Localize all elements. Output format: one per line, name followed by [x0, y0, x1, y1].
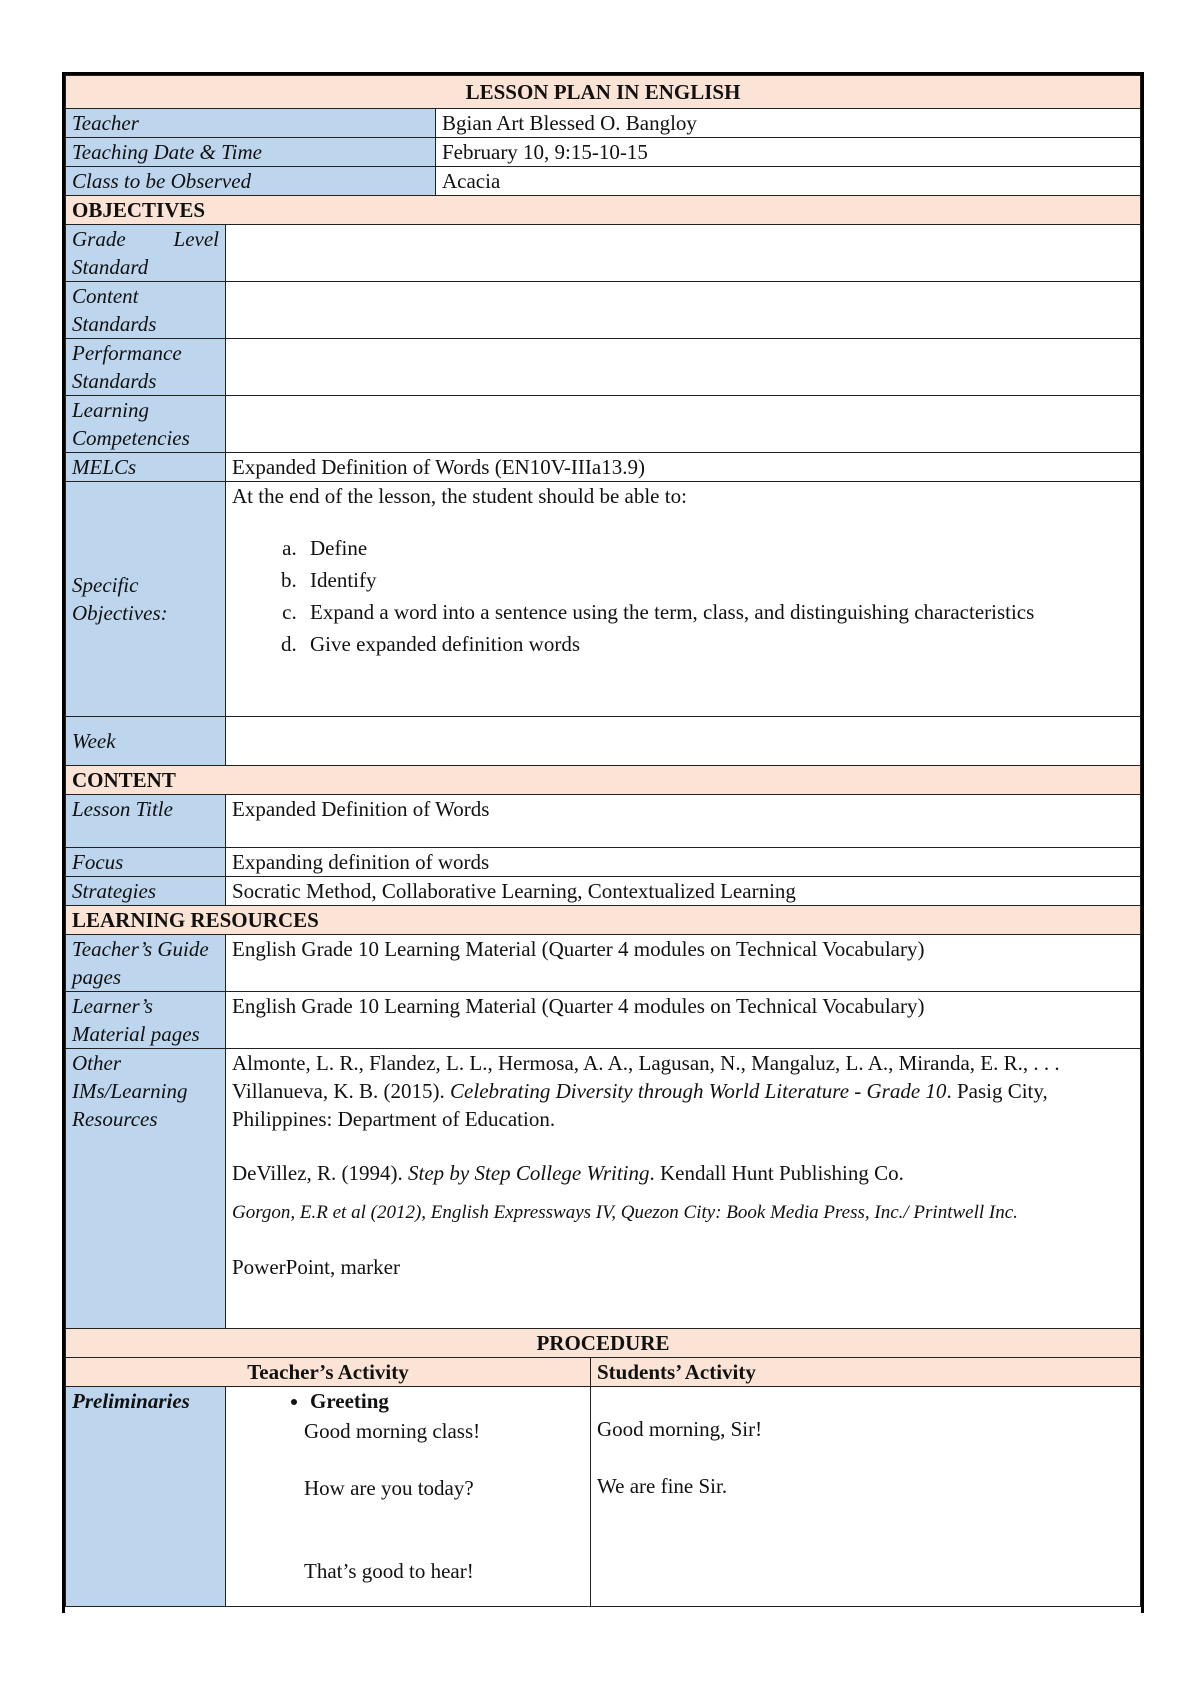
reference-materials: PowerPoint, marker	[232, 1255, 400, 1279]
reference-text: Almonte, L. R., Flandez, L. L., Hermosa, A. A., Lagusan, N., Mangaluz, L. A., Miranda, E. R., . . . Villanueva, K. B. (2015).	[232, 1051, 1060, 1103]
greeting-heading: • Greeting	[310, 1387, 584, 1415]
teacher-line: That’s good to hear!	[304, 1559, 474, 1583]
teacher-line: Good morning class!	[304, 1419, 481, 1443]
reference-text: DeVillez, R. (1994).	[232, 1161, 409, 1185]
performance-standards-value	[226, 339, 1141, 396]
teacher-lines	[232, 1417, 584, 1585]
student-line: We are fine Sir.	[597, 1474, 728, 1498]
teacher-line: How are you today?	[304, 1476, 474, 1500]
reference-title: Celebrating Diversity through World Literature - Grade 10	[450, 1079, 947, 1103]
week-label: Week	[66, 717, 226, 766]
content-standards-value	[226, 282, 1141, 339]
objective-item: c. Expand a word into a sentence using the term, class, and distinguishing characteristics	[302, 596, 1134, 628]
lesson-plan-document	[62, 72, 1144, 1613]
strategies-label: Strategies	[66, 877, 226, 906]
performance-standards-label: Performance Standards	[66, 339, 226, 396]
objective-item: a. Define	[302, 532, 1134, 564]
lesson-plan-table	[65, 75, 1141, 1607]
document-title: LESSON PLAN IN ENGLISH	[66, 76, 1141, 109]
specific-objectives-label: Specific Objectives:	[66, 482, 226, 717]
teachers-guide-label: Teacher’s Guide pages	[66, 935, 226, 992]
class-value: Acacia	[436, 167, 1141, 196]
other-resources-value	[226, 1049, 1141, 1329]
reference-gorgon: Gorgon, E.R et al (2012), English Expressways IV, Quezon City: Book Media Press, Inc./ Printwell Inc.	[232, 1202, 1018, 1223]
week-value	[226, 717, 1141, 766]
melcs-label: MELCs	[66, 453, 226, 482]
focus-label: Focus	[66, 848, 226, 877]
teacher-label: Teacher	[66, 109, 436, 138]
content-standards-label: Content Standards	[66, 282, 226, 339]
lesson-title-value: Expanded Definition of Words	[226, 795, 1141, 848]
teachers-guide-value: English Grade 10 Learning Material (Quarter 4 modules on Technical Vocabulary)	[226, 935, 1141, 992]
teacher-activity-cell	[226, 1387, 591, 1607]
specific-objectives-value	[226, 482, 1141, 717]
grade-level-standard-label: Grade Level Standard	[66, 225, 226, 282]
objective-item: d. Give expanded definition words	[302, 628, 1134, 660]
reference-text: . Pasig City, Philippines: Department of Education.	[232, 1079, 1048, 1131]
other-resources-label: Other IMs/Learning Resources	[66, 1049, 226, 1329]
greeting-list	[232, 1387, 584, 1415]
objectives-header: OBJECTIVES	[66, 196, 1141, 225]
learners-material-value: English Grade 10 Learning Material (Quarter 4 modules on Technical Vocabulary)	[226, 992, 1141, 1049]
lesson-title-label: Lesson Title	[66, 795, 226, 848]
student-activity-cell	[591, 1387, 1141, 1607]
specific-objectives-intro: At the end of the lesson, the student should be able to:	[232, 484, 687, 508]
reference-almonte	[232, 1049, 1134, 1133]
learning-competencies-value	[226, 396, 1141, 453]
reference-title: Step by Step College Writing	[408, 1161, 650, 1185]
strategies-value: Socratic Method, Collaborative Learning, Contextualized Learning	[226, 877, 1141, 906]
learning-competencies-label: Learning Competencies	[66, 396, 226, 453]
focus-value: Expanding definition of words	[226, 848, 1141, 877]
date-time-label: Teaching Date & Time	[66, 138, 436, 167]
reference-text: . Kendall Hunt Publishing Co.	[649, 1161, 904, 1185]
date-time-value: February 10, 9:15-10-15	[436, 138, 1141, 167]
student-line: Good morning, Sir!	[597, 1417, 763, 1441]
content-header: CONTENT	[66, 766, 1141, 795]
specific-objectives-list	[232, 532, 1134, 660]
learning-resources-header: LEARNING RESOURCES	[66, 906, 1141, 935]
objective-item: b. Identify	[302, 564, 1134, 596]
teacher-value: Bgian Art Blessed O. Bangloy	[436, 109, 1141, 138]
learners-material-label: Learner’s Material pages	[66, 992, 226, 1049]
melcs-value: Expanded Definition of Words (EN10V-IIIa13.9)	[226, 453, 1141, 482]
grade-level-standard-value	[226, 225, 1141, 282]
reference-devillez	[232, 1159, 1134, 1187]
teacher-activity-header: Teacher’s Activity	[66, 1358, 591, 1387]
preliminaries-label: Preliminaries	[66, 1387, 226, 1607]
class-label: Class to be Observed	[66, 167, 436, 196]
student-activity-header: Students’ Activity	[591, 1358, 1141, 1387]
procedure-header: PROCEDURE	[66, 1329, 1141, 1358]
